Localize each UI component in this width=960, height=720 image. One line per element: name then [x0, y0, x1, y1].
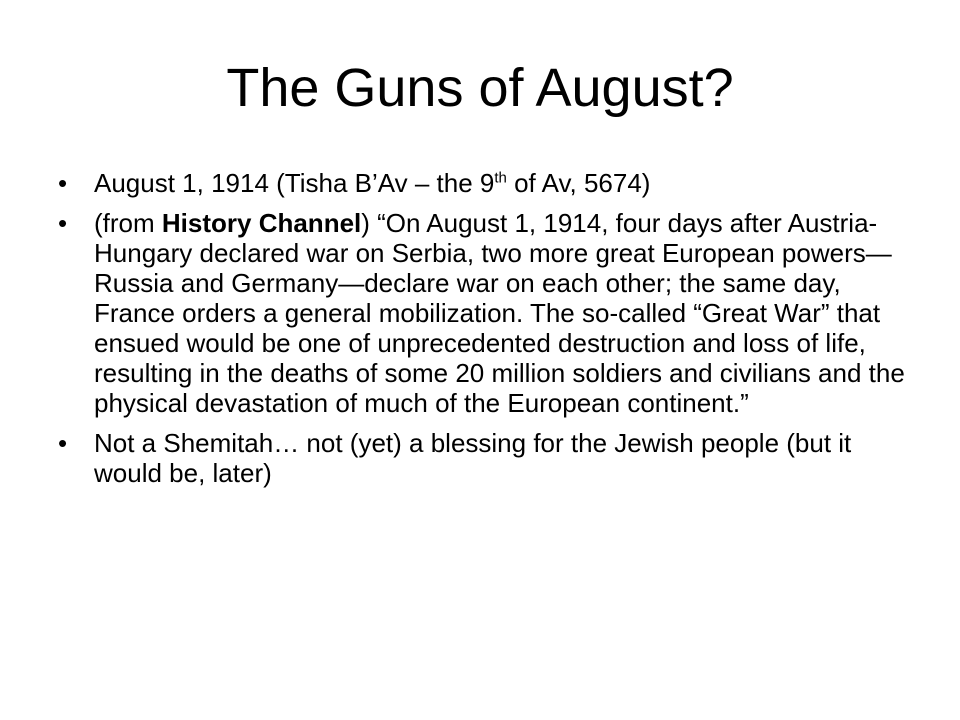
bullet-text-before: (from	[94, 208, 162, 238]
bullet-marker: •	[58, 208, 68, 238]
source-name: History Channel	[161, 208, 362, 238]
bullet-list	[58, 168, 908, 498]
bullet-item-quote	[58, 208, 908, 418]
slide-title: The Guns of August?	[226, 58, 734, 118]
bullet-text: Not a Shemitah… not (yet) a blessing for the Jewish people (but it would be, later)	[94, 428, 852, 488]
bullet-text-before: August 1, 1914 (Tisha B’Av – the 9	[94, 168, 495, 198]
bullet-item-shemitah	[58, 428, 908, 488]
bullet-marker: •	[58, 168, 68, 198]
bullet-text-after: of Av, 5674)	[506, 168, 651, 198]
bullet-item-date	[58, 168, 908, 198]
ordinal-superscript: th	[494, 169, 507, 187]
quote-text: ) “On August 1, 1914, four days after Austria-Hungary declared war on Serbia, two more great European powers—Russia and Germany—declare war on each other; the same day, France orders a general mobilization. The so-called “Great War” that ensued would be one of unprecedented destruction and loss of life, resulting in the deaths of some 20 million soldiers and civilians and the physical devastation of much of the European continent.”	[94, 208, 905, 418]
bullet-marker: •	[58, 428, 68, 458]
